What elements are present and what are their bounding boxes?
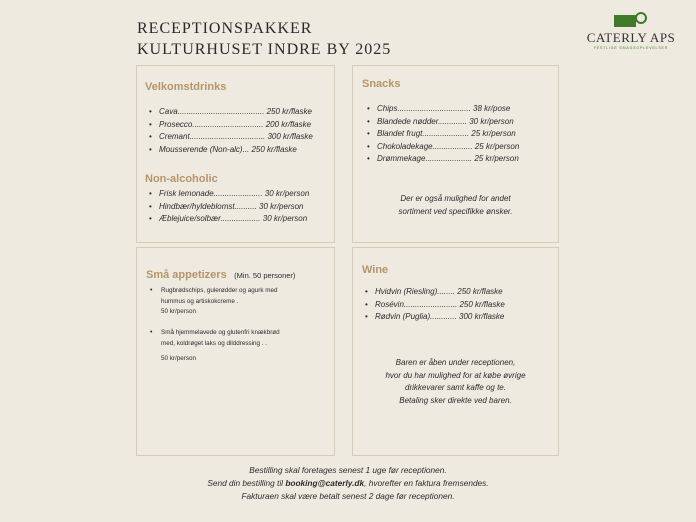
snacks-box (352, 65, 559, 243)
welcome-drinks-list (149, 106, 313, 156)
welcome-drinks-box (136, 65, 335, 243)
wine-box (352, 247, 559, 456)
list-item: • Blandet frugt..................... 25 kr/person (367, 128, 519, 141)
list-item: • Mousserende (Non-alc)... 250 kr/flaske (149, 144, 313, 157)
title-line-1: RECEPTIONSPAKKER (137, 20, 313, 37)
snacks-note-line: sortiment ved specifikke ønsker. (398, 206, 513, 216)
footer-text: Send din bestilling til (207, 478, 286, 488)
snacks-note (353, 193, 558, 218)
company-logo (585, 11, 677, 50)
wine-list (365, 286, 505, 324)
title-line-2: KULTURHUSET INDRE BY 2025 (137, 41, 392, 58)
list-item: • Frisk lemonade...................... 30 kr/person (149, 188, 309, 201)
list-item: • Hindbær/hyldeblomst.......... 30 kr/person (149, 201, 309, 214)
appetizer-text: hummus og artiskokcreme . (161, 297, 239, 305)
list-item: • Cava....................................... 250 kr/flaske (149, 106, 313, 119)
footer-line-3: Fakturaen skal være betalt senest 2 dage før receptionen. (241, 491, 455, 501)
appetizers-heading: Små appetizers (146, 269, 227, 281)
appetizers-header (146, 265, 295, 283)
appetizer-price: 50 kr/person (161, 308, 197, 315)
bar-note-line: Betaling sker direkte ved baren. (399, 395, 512, 405)
wine-heading: Wine (362, 264, 389, 276)
footer-text: , hvorefter en faktura fremsendes. (364, 478, 489, 488)
appetizer-text: med, koldrøget laks og dilddressing . . (161, 339, 268, 347)
list-item: • Blandede nødder............. 30 kr/person (367, 116, 519, 129)
page-title (137, 18, 391, 60)
booking-email-link[interactable]: booking@caterly.dk (285, 478, 365, 488)
logo-mark-icon (611, 11, 651, 29)
list-item: • Rødvin (Puglia)............ 300 kr/flaske (365, 311, 505, 324)
list-item: • Rosévin........................ 250 kr/flaske (365, 299, 505, 312)
appetizers-box (136, 247, 335, 456)
appetizer-text: Små hjemmelavede og glutenfri knækbrød (161, 329, 280, 336)
non-alcoholic-heading: Non-alcoholic (145, 173, 218, 185)
list-item: • Chokoladekage.................. 25 kr/person (367, 141, 519, 154)
bar-note (353, 357, 558, 407)
appetizer-text: Rugbrødschips, gulerødder og agurk med (161, 287, 278, 294)
bar-note-line: Baren er åben under receptionen, (395, 358, 516, 367)
bar-note-line: drikkevarer samt kaffe og te. (405, 383, 506, 392)
list-item: • Drømmekage..................... 25 kr/person (367, 153, 519, 166)
snacks-list (367, 103, 519, 166)
non-alcoholic-list (149, 188, 309, 226)
list-item: • Hvidvin (Riesling)........ 250 kr/flaske (365, 286, 505, 299)
snacks-heading: Snacks (362, 78, 401, 90)
bar-note-line: hvor du har mulighed for at købe øvrige (385, 370, 526, 380)
snacks-note-line: Der er også mulighed for andet (400, 194, 511, 203)
welcome-drinks-heading: Velkomstdrinks (145, 81, 227, 93)
logo-tagline: FESTLIGE SMAGSOPLEVELSER (593, 46, 669, 50)
list-item: • Prosecco................................ 200 kr/flaske (149, 119, 313, 132)
logo-name: CATERLY APS (586, 30, 676, 45)
list-item: • Cremant.................................. 300 kr/flaske (149, 131, 313, 144)
appetizer-item-2: • Små hjemmelavede og glutenfri knækbrød med, koldrøget laks og dilddressing . . 50 kr/person (137, 328, 351, 365)
appetizer-item-1: • Rugbrødschips, gulerødder og agurk med hummus og artiskokcreme . 50 kr/person (137, 286, 351, 318)
footer-line-2 (0, 477, 696, 490)
footer-line-1: Bestilling skal foretages senest 1 uge før receptionen. (249, 465, 447, 475)
list-item: • Chips................................. 38 kr/pose (367, 103, 519, 116)
appetizers-minimum: (Min. 50 personer) (234, 271, 296, 280)
list-item: • Æblejuice/solbær.................. 30 kr/person (149, 213, 309, 226)
footer-notes (0, 464, 696, 503)
appetizer-price: 50 kr/person (161, 355, 197, 362)
